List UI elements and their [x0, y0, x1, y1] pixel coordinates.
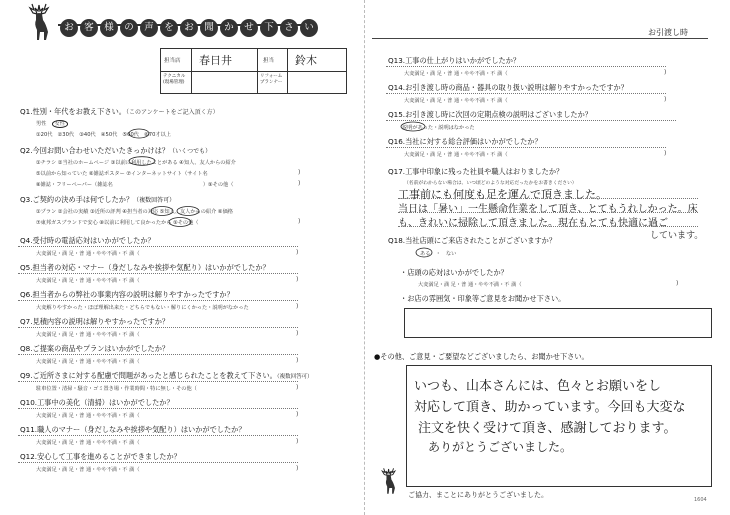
q1-label: Q1.性別・年代をお教え下さい。（このアンケートをご記入頂く方） [20, 107, 219, 116]
q13-rating: 大変満足・満 足・普 通・やや不満・不 満（ [404, 71, 508, 77]
other-answer-line1: いつも、山本さんには、色々とお願いをし [414, 379, 662, 394]
other-answer-line2: 対応して頂き、助かっています。今回も大変な [414, 400, 686, 415]
header-right-label: お引渡し時 [648, 28, 688, 37]
q2-options-2: ⑤以前から知っていた ⑥雑誌ポスター ⑦インターネットサイト（サイト名 [36, 171, 208, 177]
q15-label: Q15.お引き渡し時に次回の定期点検の説明はございましたか？ [388, 110, 592, 119]
q6-label: Q6.担当者からの弊社の事業内容の説明は解りやすかったですか？ [20, 290, 234, 299]
store-service-label: ・店頭の応対はいかがでしたか？ [400, 268, 508, 277]
q7-label: Q7.見積内容の説明は解りやすかったですか？ [20, 317, 170, 326]
q18-circle-mark [415, 247, 433, 258]
person-label: 担当 [263, 58, 275, 64]
q5-rating: 大変満足・満 足・普 通・やや不満・不 満（ [36, 278, 140, 284]
title-banner [58, 14, 314, 36]
store-atmosphere-label: ・お店の雰囲気・印象等ご意見をお聞かせ下さい。 [400, 294, 566, 303]
title-char: 聞 [200, 19, 218, 37]
q3-options-2: ⑦東邦ガスブランドで安心 ⑧以前に利用して良かったから ⑨その他（ [36, 220, 199, 226]
q7-rating: 大変満足・満 足・普 通・やや不満・不 満（ [36, 332, 140, 338]
q16-label: Q16.当社に対する総合評価はいかがでしたか？ [388, 137, 542, 146]
q2-circle-mark [128, 156, 156, 166]
q17-note: （名前がわからない場合は、いつ頃どのような対応だったかをお書きください） [404, 181, 577, 186]
q17-answer-line3: も、きれいに掃除して頂きました。現在もとても快適に過ご [398, 218, 668, 229]
q14-rating: 大変満足・満 足・普 通・やや不満・不 満（ [404, 98, 508, 104]
title-char: を [160, 19, 178, 37]
title-char: お [180, 19, 198, 37]
q6-rating: 大変解りやすかった・ほぼ理解出来た・どちらでもない・解りにくかった・説明がなかった [36, 305, 249, 311]
q12-label: Q12.安心して工事を進めることができましたか？ [20, 452, 181, 461]
q4-rating: 大変満足・満 足・普 通・やや不満・不 満（ [36, 251, 140, 257]
q8-label: Q8.ご提案の商品やプランはいかがでしたか？ [20, 344, 170, 353]
q2-options-1: ①チラシ ②当社のホームページ ③以前に利用したことがある ④知人、友人からの紹介 [36, 160, 236, 166]
store-service-rating: 大変満足・満 足・普 通・やや不満・不 満（ [418, 282, 522, 288]
person-value: 鈴木 [295, 54, 317, 67]
q3-options-1: ①プラン ②会社の実績 ③近所の評判 ④担当者の対応 ⑤知人、友人からの紹介 ⑥価格 [36, 209, 233, 215]
other-answer-line4: ありがとうございました。 [428, 440, 573, 454]
other-answer-line3: 注文を快く受けて頂き、感謝しております。 [418, 421, 677, 436]
q14-label: Q14.お引き渡し時の商品・器具の取り扱い説明は解りやすかったですか？ [388, 83, 628, 92]
deer-logo-icon [24, 2, 58, 42]
q3-label: Q3.ご契約の決め手は何でしたか？（複数回答可） [20, 195, 176, 204]
q3-circle-marks [110, 205, 260, 229]
q17-answer-line4: しています。 [650, 231, 704, 241]
q5-label: Q5.担当者の対応・マナー（身だしなみや挨拶や気配り）はいかがでしたか？ [20, 263, 270, 272]
q1-circle-mark [128, 128, 150, 139]
q17-answer-line1: 工事前にも何度も足を運んで頂きました。 [398, 188, 607, 201]
q12-rating: 大変満足・満 足・普 通・やや不満・不 満（ [36, 467, 140, 473]
title-char: お [60, 19, 78, 37]
q10-label: Q10.工事中の美化（清掃）はいかがでしたか？ [20, 398, 174, 407]
q11-label: Q11.職人のマナー（身だしなみや挨拶や気配り）はいかがでしたか？ [20, 425, 246, 434]
title-char: 下 [260, 19, 278, 37]
q15-option: 説明があった・説明はなかった [402, 125, 475, 131]
title-char: か [220, 19, 238, 37]
title-char: せ [240, 19, 258, 37]
footer-code: 1604 [694, 497, 707, 503]
q8-rating: 大変満足・満 足・普 通・やや不満・不 満（ [36, 359, 140, 365]
title-char: さ [280, 19, 298, 37]
q4-label: Q4.受付時の電話応対はいかがでしたか？ [20, 236, 155, 245]
deer-footer-icon [378, 466, 402, 496]
title-char: の [120, 19, 138, 37]
footer-thanks: ご協力、まことにありがとうございました。 [408, 491, 548, 499]
store-label: 担当店 [164, 58, 181, 64]
survey-page: お 客 様 の 声 を お 聞 か せ 下 さ い 担当店 春日井 担当 鈴木 テクニカル (現場管理) リフォーム プランナー Q1.性別・年代をお教え下さい。（このアンケートをご記入頂く方） 男性 女性 ①20代 ②30代 ③40代 ④50代 ⑤60代 ⑥70才以上 Q2.今回お問い合わせいただいたきっかけは？（いくつでも） ①チラシ ②当社のホームページ ③以前に利用したことがある ④知人、友人からの紹介 ⑤以前から知っていた ⑥雑誌ポスター ⑦インターネットサイト（サイト名 ⑧雑誌・フリーペーパー（雑誌名 ）⑨その他（ ) ) Q3.ご契約の決め手は何でしたか？（複数回答可） ①プラン ②会社の実績 ③近所の評判 ④担当者の対応 ⑤知人、友人からの紹介 ⑥価格 ⑦東邦ガスブランドで安心 ⑧以前に利用して良かったから ⑨その他（ ) Q4.受付時の電話応対はいかがでしたか？ 大変満足・満 足・普 通・やや不満・不 満（ ) Q5.担当者の対応・マナー（身だしなみや挨拶や気配り）はいかがでしたか？ 大変満足・満 足・普 通・やや不満・不 満（ ) Q6.担当者からの弊社の事業内容の説明は解りやすかったですか？ 大変解りやすかった・ほぼ理解出来た・どちらでもない・解りにくかった・説明がなかった ) Q7.見積内容の説明は解りやすかったですか？ 大変満足・満 足・普 通・やや不満・不 満（ ) Q8.ご提案の商品やプランはいかがでしたか？ 大変満足・満 足・普 通・やや不満・不 満（ ) Q9.ご近所さまに対する配慮で問題があったと感じられたことを教えて下さい。（複数回答可） 駐車位置・清掃・騒音・ゴミ置き場・作業時間・特に無し・その他（ ) Q10.工事中の美化（清掃）はいかがでしたか？ 大変満足・満 足・普 通・やや不満・不 満（ ) Q11.職人のマナー（身だしなみや挨拶や気配り）はいかがでしたか？ 大変満足・満 足・普 通・やや不満・不 満（ ) Q12.安心して工事を進めることができましたか？ 大変満足・満 足・普 通・やや不満・不 満（ ) お引渡し時 Q13.工事の仕上がりはいかがでしたか？ 大変満足・満 足・普 通・やや不満・不 満（ ) Q14.お引き渡し時の商品・器具の取り扱い説明は解りやすかったですか？ 大変満足・満 足・普 通・やや不満・不 満（ ) Q16.当社に対する総合評価はいかがでしたか？ 大変満足・満 足・普 通・やや不満・不 満（ ) Q15.お引き渡し時に次回の定期点検の説明はございましたか？ 説明があった・説明はなかった Q17.工事中印象に残った社員や職人はおりましたか？ （名前がわからない場合は、いつ頃どのような対応だったかをお書きください） 工事前にも何度も足を運んで頂きました。 当日は「暑い」一生懸命作業をして頂き、とてもうれしかった。床 も、きれいに掃除して頂きました。現在もとても快適に過ご しています。 Q18.当社店頭にご来店されたことがございますか？ ある ・ ない ・店頭の応対はいかがでしたか？ 大変満足・満 足・普 通・やや不満・不 満（ ) ・お店の雰囲気・印象等ご意見をお聞かせ下さい。 ●その他、ご意見・ご要望などございましたら、お聞かせ下さい。 いつも、山本さんには、色々とお願いをし 対応して頂き、助かっています。今回も大変な 注文を快く受けて頂き、感謝しております。 ありがとうございました。 ご協力、まことにありがとうございました。 1604 [0, 0, 730, 515]
page-divider [364, 0, 365, 515]
q17-label: Q17.工事中印象に残った社員や職人はおりましたか？ [388, 167, 564, 176]
title-char: 客 [80, 19, 98, 37]
q1-ages: ①20代 ②30代 ③40代 ④50代 ⑤60代 ⑥70才以上 [36, 132, 171, 138]
q1-gender: 男性 女性 [36, 120, 68, 127]
q9-rating: 駐車位置・清掃・騒音・ゴミ置き場・作業時間・特に無し・その他（ [36, 386, 197, 392]
staff-table [160, 48, 347, 94]
q17-answer-line2: 当日は「暑い」一生懸命作業をして頂き、とてもうれしかった。床 [398, 204, 698, 215]
other-comments-label: ●その他、ご意見・ご要望などございましたら、お聞かせ下さい。 [374, 352, 589, 361]
q13-label: Q13.工事の仕上がりはいかがでしたか？ [388, 56, 521, 65]
q16-rating: 大変満足・満 足・普 通・やや不満・不 満（ [404, 152, 508, 158]
q10-rating: 大変満足・満 足・普 通・やや不満・不 満（ [36, 413, 140, 419]
store-value: 春日井 [199, 54, 232, 67]
q15-circle-mark [400, 121, 426, 132]
title-char: い [300, 19, 318, 37]
q18-label: Q18.当社店頭にご来店されたことがございますか？ [388, 236, 557, 245]
planner-label: リフォーム プランナー [260, 74, 283, 85]
q2-label: Q2.今回お問い合わせいただいたきっかけは？（いくつでも） [20, 146, 212, 155]
q2-options-3: ⑧雑誌・フリーペーパー（雑誌名 ）⑨その他（ [36, 182, 234, 188]
q11-rating: 大変満足・満 足・普 通・やや不満・不 満（ [36, 440, 140, 446]
tech-label: テクニカル (現場管理) [163, 74, 186, 85]
q9-label: Q9.ご近所さまに対する配慮で問題があったと感じられたことを教えて下さい。（複数回答可） [20, 371, 313, 380]
page-title [60, 15, 320, 37]
store-atmosphere-box[interactable] [404, 308, 712, 338]
title-char: 声 [140, 19, 158, 37]
title-char: 様 [100, 19, 118, 37]
q18-options: ある ・ ない [420, 251, 457, 257]
